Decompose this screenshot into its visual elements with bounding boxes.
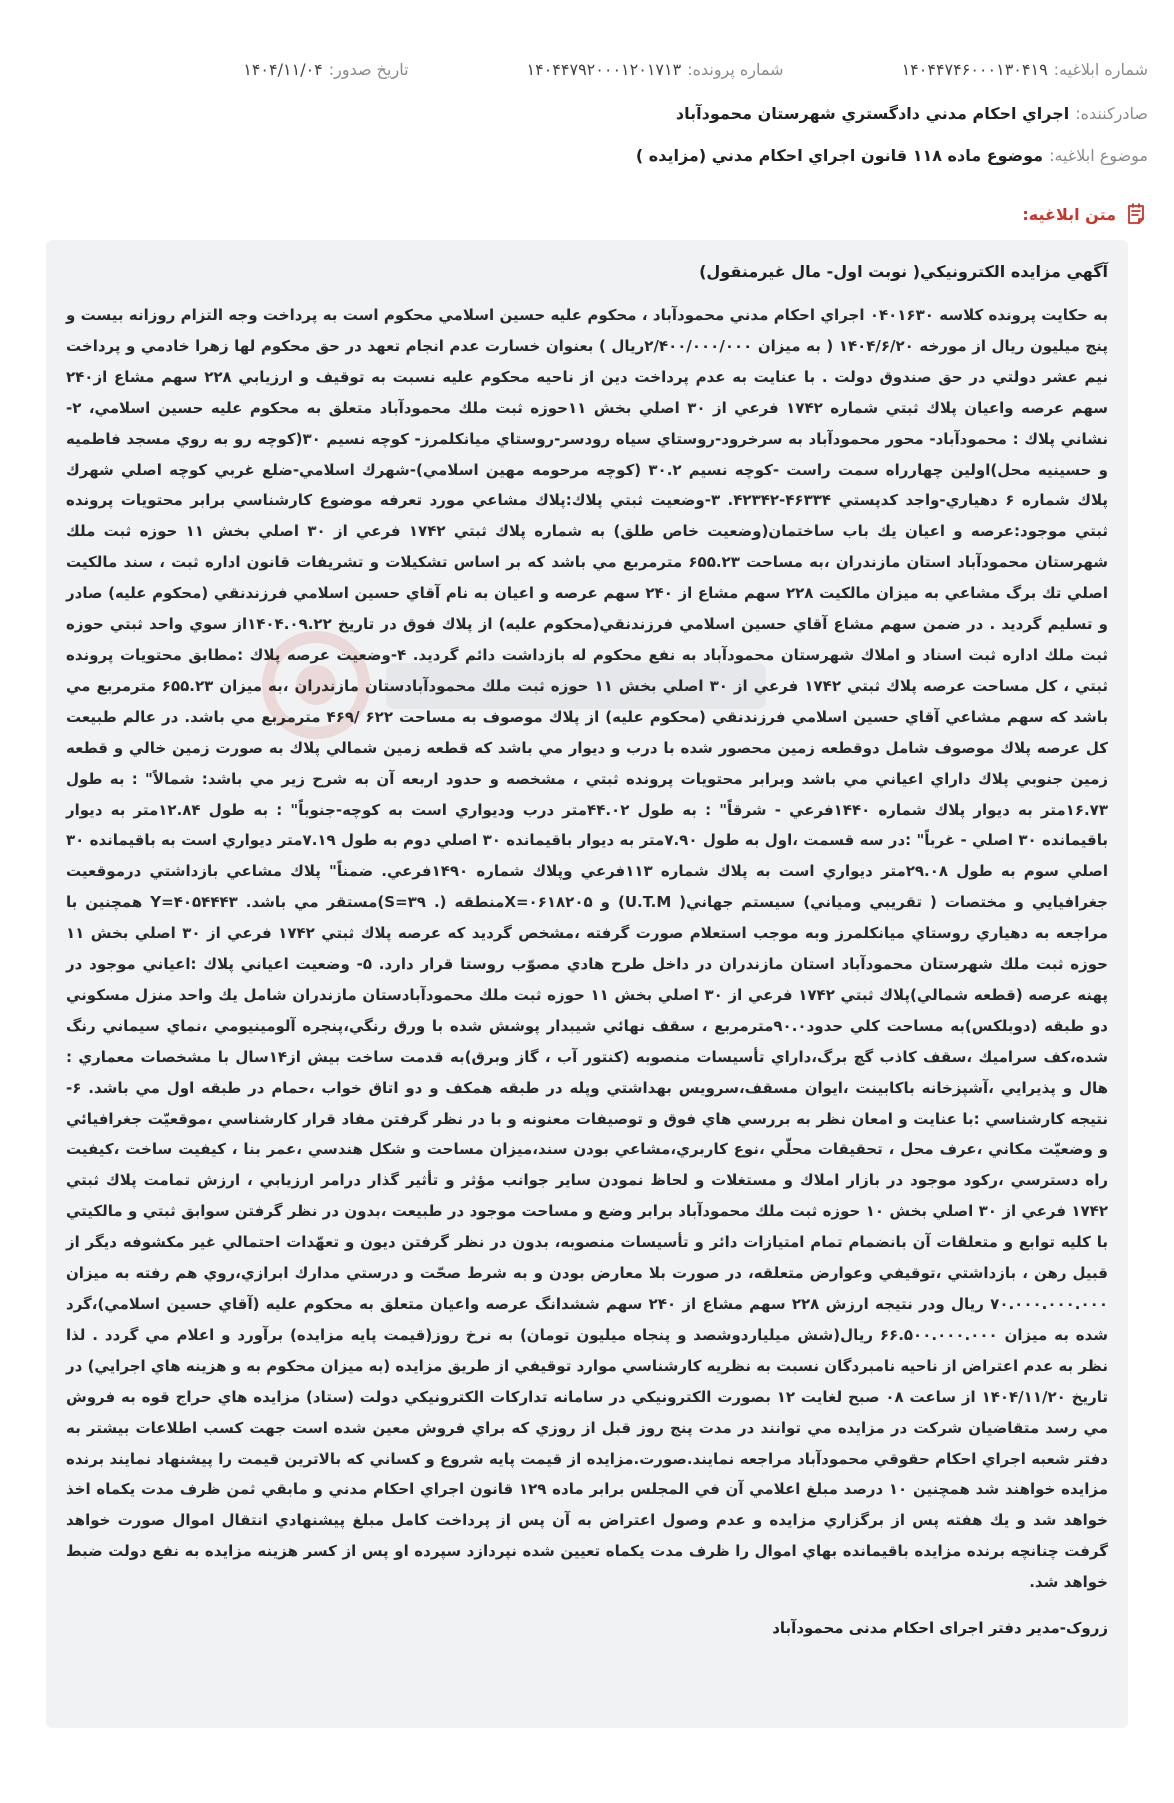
- subject-value: موضوع ماده ۱۱۸ قانون اجراي احکام مدني (مزايده ): [635, 145, 1044, 165]
- issue-date: [243, 60, 408, 79]
- issuer-row: [26, 98, 1148, 128]
- case-number: [527, 60, 784, 79]
- section-title-label: متن ابلاغیه:: [1022, 204, 1116, 224]
- issue-date-value: ۱۴۰۴/۱۱/۰۴: [243, 59, 323, 79]
- subject-row: [26, 140, 1148, 170]
- notice-number-label: شماره ابلاغیه:: [1053, 59, 1148, 79]
- document-icon: [1124, 202, 1148, 226]
- issuer-value: اجراي احکام مدني دادگستري شهرستان محمودآباد: [675, 103, 1070, 123]
- notice-signature: زروک-مدير دفتر اجراى احکام مدنى محمودآباد: [772, 1619, 1108, 1638]
- notice-number-value: ۱۴۰۴۴۷۴۶۰۰۰۱۳۰۴۱۹: [901, 59, 1048, 79]
- notice-content-panel: [46, 240, 1128, 1728]
- issuer-label: صادرکننده:: [1075, 103, 1148, 123]
- case-number-value: ۱۴۰۴۴۷۹۲۰۰۰۱۲۰۱۷۱۳: [526, 59, 682, 79]
- notice-meta-row: [26, 52, 1148, 86]
- notice-heading: آگهي مزايده الکترونيکي( نوبت اول- مال غيرمنقول): [699, 262, 1108, 281]
- notice-body: به حکايت پرونده کلاسه ۰۴۰۱۶۳۰ اجراي احکام مدني محمودآباد ، محکوم عليه حسين اسلامي محکوم است به پرداخت وجه التزام روزانه بيست و پنج ميليون ريال از مورخه ۱۴۰۴/۶/۲۰ ( به ميزان ۲/۴۰۰/۰۰۰/۰۰۰ريال ) بعنوان خسارت عدم انجام تعهد در حق محکوم لها زهرا خادمي و پرداخت نيم عشر دولتي در حق صندوق دولت . با عنايت به عدم پرداخت دين از ناحيه محکوم عليه نسبت به توقيف و ارزيابي ۲۲۸ سهم مشاع از۲۴۰ سهم عرصه واعيان پلاك ثبتي شماره ۱۷۴۲ فرعي از ۳۰ اصلي بخش ۱۱حوزه ثبت ملك محمودآباد متعلق به محکوم عليه حسين اسلامي، ۲- نشاني پلاك : محمودآباد- محور محمودآباد به سرخرود-روستاي سياه رودسر-روستاي ميانکلمرز- کوچه نسيم ۳۰(کوچه رو به روي مسجد فاطميه و حسينيه محل)اولين چهارراه سمت راست -کوچه نسيم ۳۰.۲ (کوچه مرحومه مهين اسلامي)-شهرك اسلامي-ضلع غربي کوچه اصلي شهرك پلاك شماره ۶ دهياري-واجد کدپستي ۴۶۳۳۴-۴۲۳۴۲. ۳-وضعيت ثبتي پلاك:پلاك مشاعي مورد تعرفه موضوع کارشناسي برابر محتويات پرونده ثبتي موجود:عرصه و اعيان يك باب ساختمان(وضعيت خاص طلق) به شماره پلاك ثبتي ۱۷۴۲ فرعي از ۳۰ اصلي بخش ۱۱ حوزه ثبت ملك شهرستان محمودآباد استان مازندران ،به مساحت ۶۵۵.۲۳ مترمربع مي باشد که بر اساس تشکيلات و تشريفات قانون اداره ثبت ، سند مالکيت اصلي تك برگ مشاعي به ميزان مالکيت ۲۲۸ سهم مشاع از ۲۴۰ سهم عرصه و اعيان به نام آقاي حسين اسلامي فرزندنقي (محکوم عليه) صادر و تسليم گرديد . در ضمن سهم مشاع آقاي حسين اسلامي فرزندنقي(محکوم عليه) از پلاك فوق در تاريخ ۱۴۰۴.۰۹.۲۲از سوي واحد ثبتي حوزه ثبت ملك اداره ثبت اسناد و املاك شهرستان محمودآباد به نفع محکوم له بازداشت دائم گرديد. ۴-وضعيت عرصه پلاك :مطابق محتويات پرونده ثبتي ، کل مساحت عرصه پلاك ثبتي ۱۷۴۲ فرعي از ۳۰ اصلي بخش ۱۱ حوزه ثبت ملك محمودآبادستان مازندران ،به ميزان ۶۵۵.۲۳ مترمربع مي باشد که سهم مشاعي آقاي حسين اسلامي فرزندنقي (محکوم عليه) از پلاك موصوف به مساحت ۶۲۲ /۴۶۹ مترمربع مي باشد. در عالم طبيعت کل عرصه پلاك موصوف شامل دوقطعه زمين محصور شده با درب و ديوار مي باشد که قطعه زمين شمالي پلاك به صورت زمين خالي و قطعه زمين جنوبي پلاك داراي اعياني مي باشد وبرابر محتويات پرونده ثبتي ، مشخصه و حدود اربعه آن به شرح زير مي باشد: شمالاً" : به طول ۱۶.۷۳متر به ديوار پلاك شماره ۱۴۴۰فرعي - شرقاً" : به طول ۴۴.۰۲متر درب وديواري است به کوچه-جنوباً" : به طول ۱۲.۸۴متر به ديوار باقيمانده ۳۰ اصلي - غرباً" :در سه قسمت ،اول به طول ۷.۹۰متر به ديوار باقيمانده ۳۰ اصلي دوم به طول ۷.۱۹متر ديواري است به باقيمانده ۳۰ اصلي سوم به طول ۲۹.۰۸متر ديواري است به پلاك شماره ۱۱۳فرعي وپلاك شماره ۱۴۹۰فرعي. ضمناً" پلاك مشاعي بازداشتي درموقعيت جغرافيايي و مختصات ( تقريبي ومياني) سيستم جهاني( U.T.M) و X=۰۶۱۸۲۰۵منطقه (. ۳۹=S)مستقر مي باشد. Y=۴۰۵۴۴۴۳ همچنين با مراجعه به دهياري روستاي ميانکلمرز وبه موجب استعلام صورت گرفته ،مشخص گرديد که عرصه پلاك ثبتي ۱۷۴۲ فرعي از ۳۰ اصلي بخش ۱۱ حوزه ثبت ملك شهرستان محمودآباد استان مازندران در داخل طرح هادي مصوّب روستا قرار دارد. ۵- وضعيت اعياني پلاك :اعياني موجود در پهنه عرصه (قطعه شمالي)پلاك ثبتي ۱۷۴۲ فرعي از ۳۰ اصلي بخش ۱۱ حوزه ثبت ملك محمودآبادستان مازندران شامل يك واحد منزل مسکوني دو طبقه (دوبلکس)به مساحت کلي حدود۹۰.۰مترمربع ، سقف نهائي شيبدار پوشش شده با ورق رنگي،پنجره آلومينيومي ،نماي سيماني رنگ شده،کف سراميك ،سقف کاذب گچ برگ،داراي تأسيسات منصوبه (کنتور آب ، گاز وبرق)به قدمت ساخت بيش از۱۴سال با مشخصات معماري : هال و پذيرايي ،آشپزخانه باکابينت ،ايوان مسقف،سرويس بهداشتي وپله در طبقه همکف و دو اتاق خواب ،حمام در طبقه اول مي باشد. ۶-نتيجه کارشناسي :با عنايت و امعان نظر به بررسي هاي فوق و توصيفات معنونه و با در نظر گرفتن مفاد قرار کارشناسي ،موقعيّت جغرافيائي و وضعيّت مکاني ،عرف محل ، تحقيقات محلّي ،نوع کاربري،مشاعي بودن سند،ميزان مساحت و شکل هندسي ،عمر بنا ، کيفيت ساخت ،کيفيت راه دسترسي ،رکود موجود در بازار املاك و مستغلات و لحاظ نمودن ساير جوانب مؤثر و تأثير گذار درامر ارزيابي ، ارزش تمامت پلاك ثبتي ۱۷۴۲ فرعي از ۳۰ اصلي بخش ۱۰ حوزه ثبت ملك محمودآباد برابر وضع و مساحت موجود در طبيعت ،بدون در نظر گرفتن سوابق ثبتي و مالکيتي با کليه توابع و متعلقات آن بانضمام تمام امتيازات دائر و تأسيسات منصوبه، بدون در نظر گرفتن ديون و تعهّدات احتمالي غير مکشوفه ديگر از قبيل رهن ، بازداشتي ،توقيفي وعوارض متعلقه، در صورت بلا معارض بودن و به شرط صحّت و درستي مدارك ابرازي،روي هم رفته به ميزان ۷۰.۰۰۰.۰۰۰.۰۰۰ ريال ودر نتيجه ارزش ۲۲۸ سهم مشاع از ۲۴۰ سهم ششدانگ عرصه واعيان متعلق به محکوم عليه (آقاي حسين اسلامي)،گرد شده به ميزان ۶۶.۵۰۰.۰۰۰.۰۰۰ ريال(شش ميلياردوشصد و پنجاه ميليون تومان) به نرخ روز(قيمت پايه مزايده) برآورد و اعلام مي گردد . لذا نظر به عدم اعتراض از ناحيه نامبردگان نسبت به نظريه کارشناسي موارد توقيفي از طريق مزايده (به ميزان محکوم به و هزينه هاي اجرايي) در تاريخ ۱۴۰۴/۱۱/۲۰ از ساعت ۰۸ صبح لغايت ۱۲ بصورت الکترونيکي در سامانه تدارکات الکترونيکي دولت (ستاد) مزايده هاي حراج قوه به فروش مي رسد متقاضيان شرکت در مزايده مي توانند در مدت پنج روز قبل از روزي که براي فروش معين شده است جهت کسب اطلاعات بيشتر به دفتر شعبه اجراي احکام حقوقي محمودآباد مراجعه نمايند.صورت.مزايده از قيمت پايه شروع و کساني که بالاترين قيمت را پيشنهاد نمايند برنده مزايده خواهند شد همچنين ۱۰ درصد مبلغ اعلامي آن في المجلس برابر ماده ۱۲۹ قانون اجراي احکام مدني و مابقي ثمن ظرف مدت يکماه اخذ خواهد شد و يك هفته پس از برگزاري مزايده و عدم وصول اعتراض به آن پس از پرداخت کامل مبلغ پيشنهادي انتقال اموال صورت خواهد گرفت چنانچه برنده مزايده باقيمانده بهاي اموال را ظرف مدت يکماه تعيين شده نپردازد سپرده او پس از کسر هزينه مزايده به نفع دولت ضبط خواهد شد.: [66, 306, 1109, 1592]
- issue-date-label: تاریخ صدور:: [328, 59, 409, 79]
- section-title: [1022, 199, 1148, 229]
- subject-label: موضوع ابلاغیه:: [1049, 145, 1148, 165]
- notice-number: [902, 60, 1148, 79]
- case-number-label: شماره پرونده:: [687, 59, 784, 79]
